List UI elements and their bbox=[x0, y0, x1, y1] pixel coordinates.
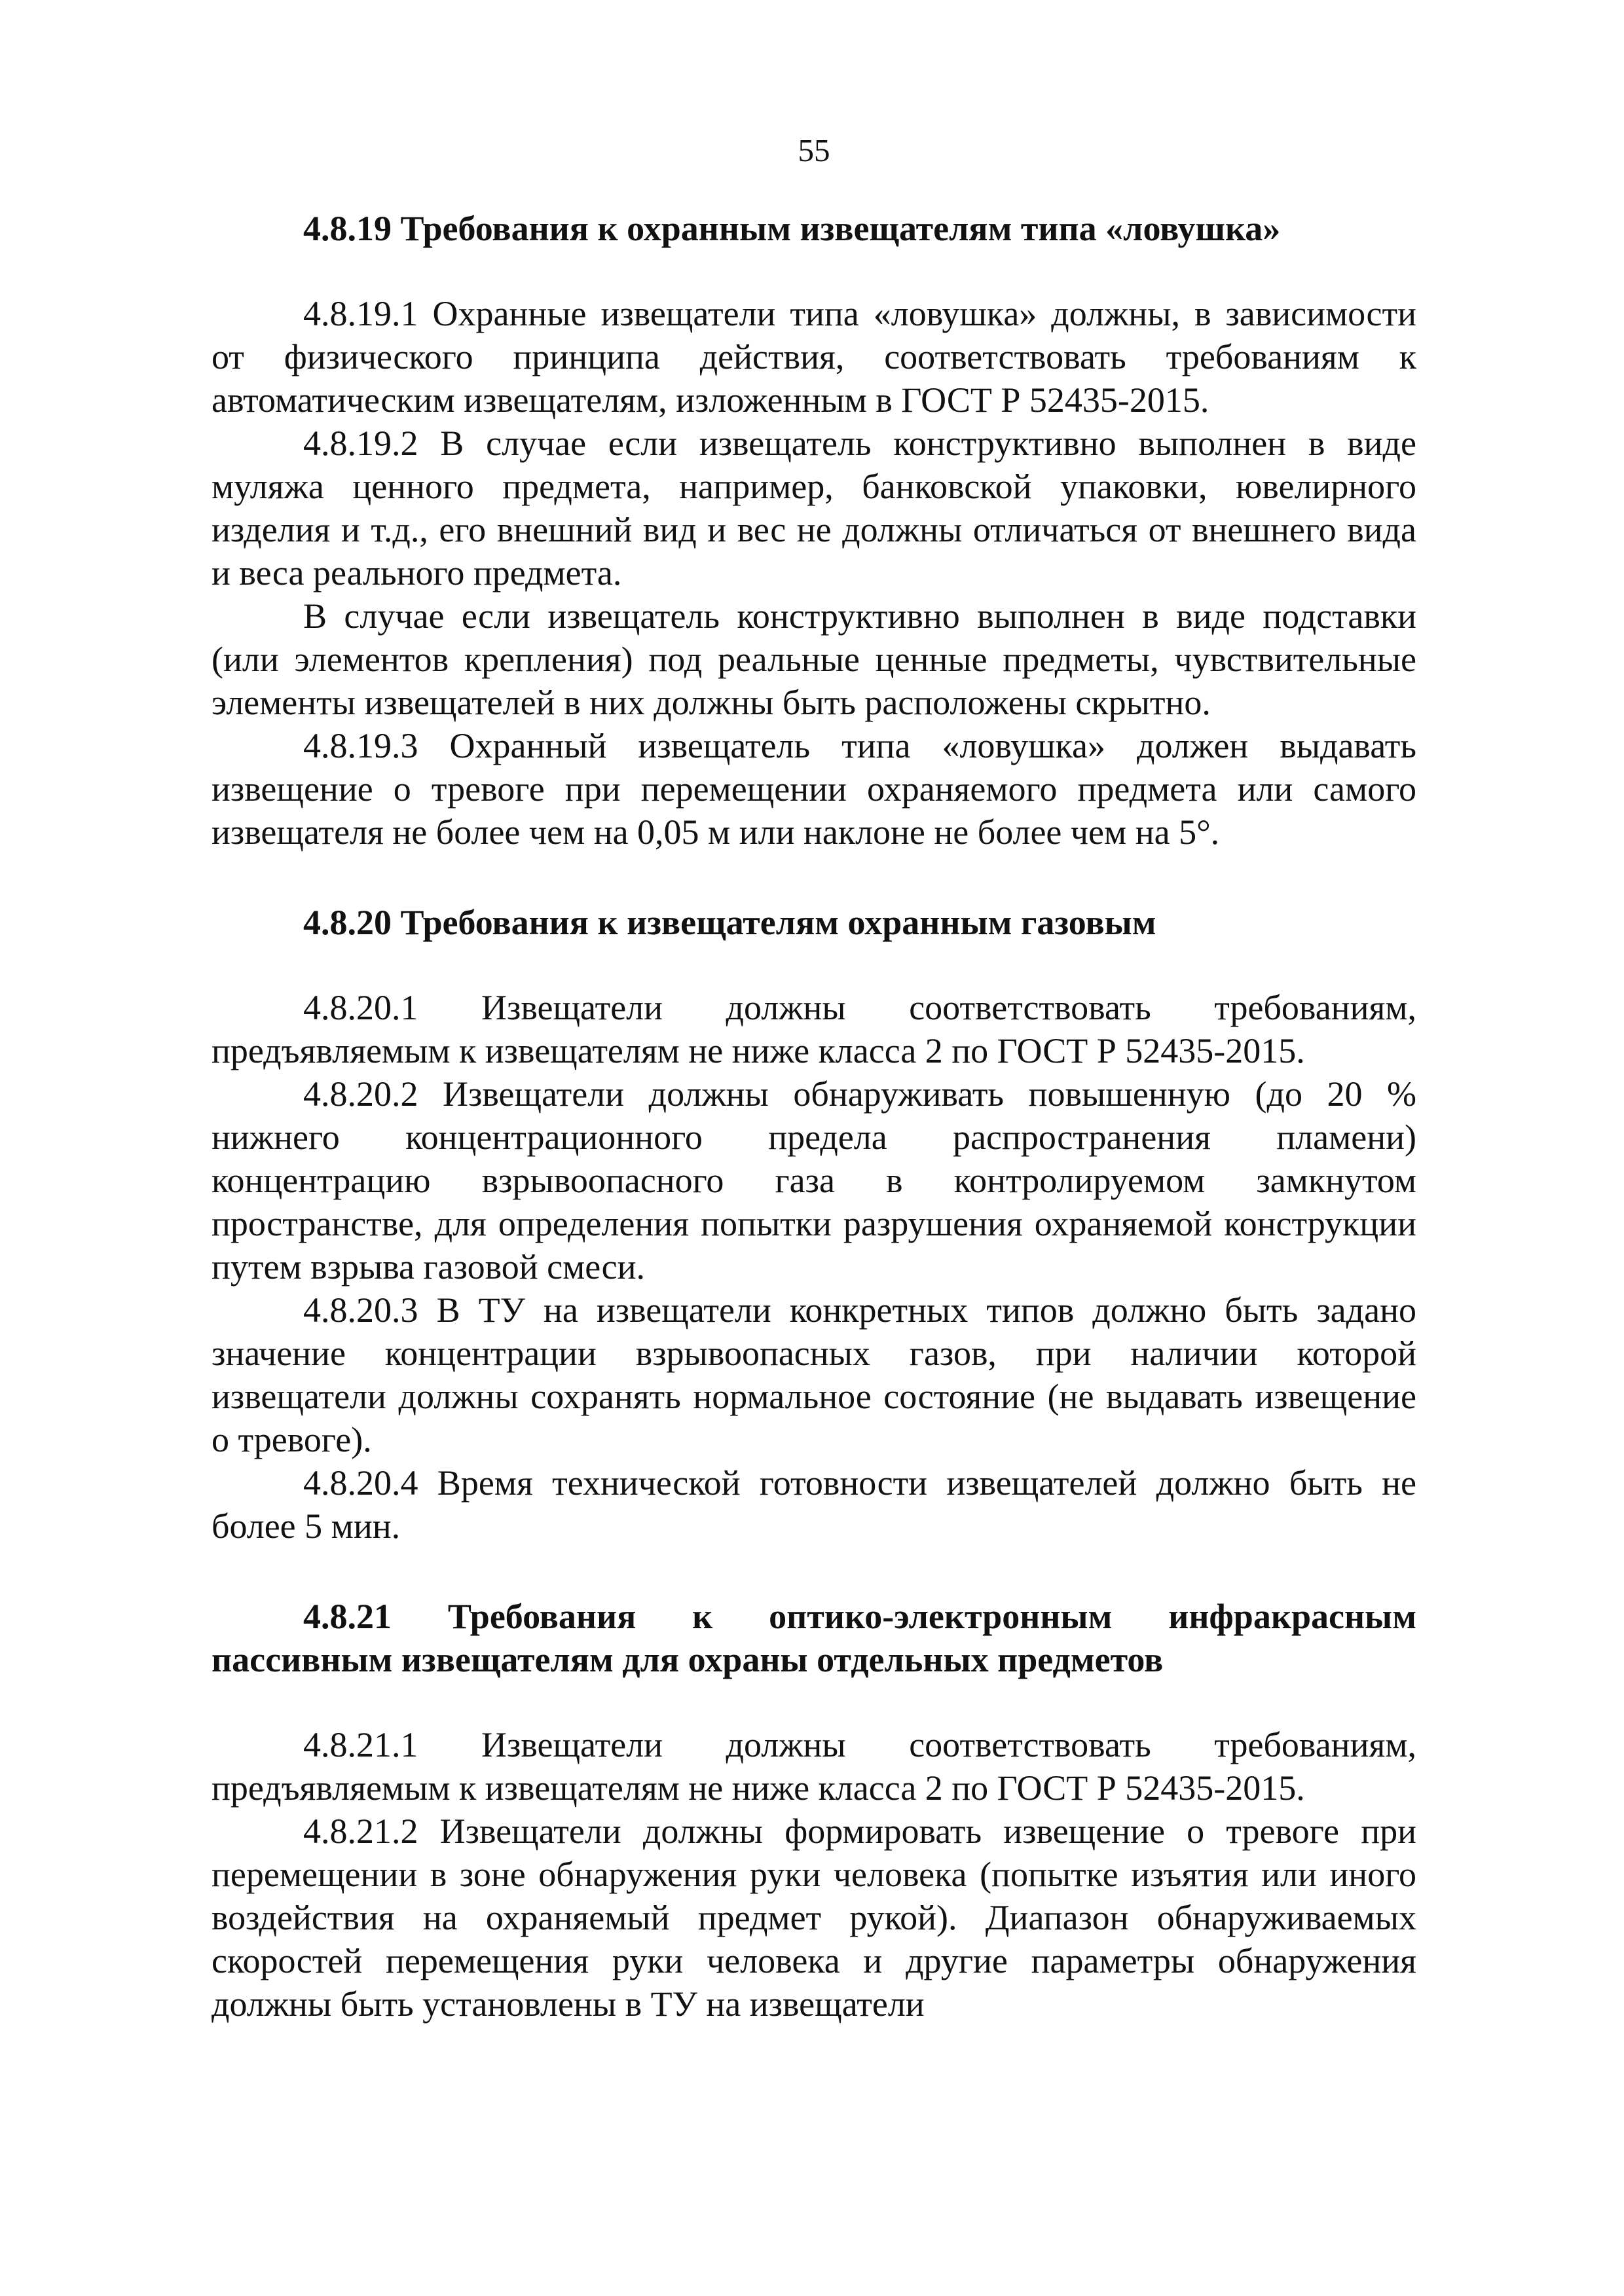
section-heading: 4.8.21 Требования к оптико-электронным инфракрасным пассивным извещателям для охраны отдельных предметов bbox=[212, 1597, 1416, 1679]
paragraph: 4.8.20.4 Время технической готовности извещателей должно быть не более 5 мин. bbox=[212, 1463, 1416, 1546]
paragraph: 4.8.20.3 В ТУ на извещатели конкретных типов должно быть задано значение концентрации взрывоопасных газов, при наличии которой извещатели должны сохранять нормальное состояние (не выдавать извещение о тревоге). bbox=[212, 1290, 1416, 1459]
paragraph: В случае если извещатель конструктивно выполнен в виде подставки (или элементов крепления) под реальные ценные предметы, чувствительные элементы извещателей в них должны быть расположены скрытно. bbox=[212, 596, 1416, 722]
section-4-8-21 bbox=[212, 1595, 1416, 2026]
section-4-8-19 bbox=[212, 207, 1416, 854]
paragraph: 4.8.21.2 Извещатели должны формировать извещение о тревоге при перемещении в зоне обнаружения руки человека (попытке изъятия или иного воздействия на охраняемый предмет рукой). Диапазон обнаруживаемых скоростей перемещения руки человека и другие параметры обнаружения должны быть установлены в ТУ на извещатели bbox=[212, 1812, 1416, 2024]
page-number: 55 bbox=[798, 132, 830, 168]
section-heading: 4.8.19 Требования к охранным извещателям типа «ловушка» bbox=[303, 209, 1281, 248]
paragraph: 4.8.20.2 Извещатели должны обнаруживать повышенную (до 20 % нижнего концентрационного предела распространения пламени) концентрацию взрывоопасного газа в контролируемом замкнутом пространстве, для определения попытки разрушения охраняемой конструкции путем взрыва газовой смеси. bbox=[212, 1074, 1416, 1286]
paragraph: 4.8.20.1 Извещатели должны соответствовать требованиям, предъявляемым к извещателям не ниже класса 2 по ГОСТ Р 52435-2015. bbox=[212, 988, 1416, 1070]
section-4-8-20 bbox=[212, 901, 1416, 1548]
paragraph: 4.8.19.1 Охранные извещатели типа «ловушка» должны, в зависимости от физического принципа действия, соответствовать требованиям к автоматическим извещателям, изложенным в ГОСТ Р 52435-2015. bbox=[212, 294, 1416, 420]
paragraph: 4.8.19.3 Охранный извещатель типа «ловушка» должен выдавать извещение о тревоге при перемещении охраняемого предмета или самого извещателя не более чем на 0,05 м или наклоне не более чем на 5°. bbox=[212, 726, 1416, 852]
section-heading: 4.8.20 Требования к извещателям охранным газовым bbox=[303, 903, 1156, 942]
paragraph: 4.8.19.2 В случае если извещатель конструктивно выполнен в виде муляжа ценного предмета, например, банковской упаковки, ювелирного изделия и т.д., его внешний вид и вес не должны отличаться от внешнего вида и веса реального предмета. bbox=[212, 424, 1416, 592]
document-page bbox=[212, 131, 1416, 2026]
paragraph: 4.8.21.1 Извещатели должны соответствовать требованиям, предъявляемым к извещателям не ниже класса 2 по ГОСТ Р 52435-2015. bbox=[212, 1725, 1416, 1808]
